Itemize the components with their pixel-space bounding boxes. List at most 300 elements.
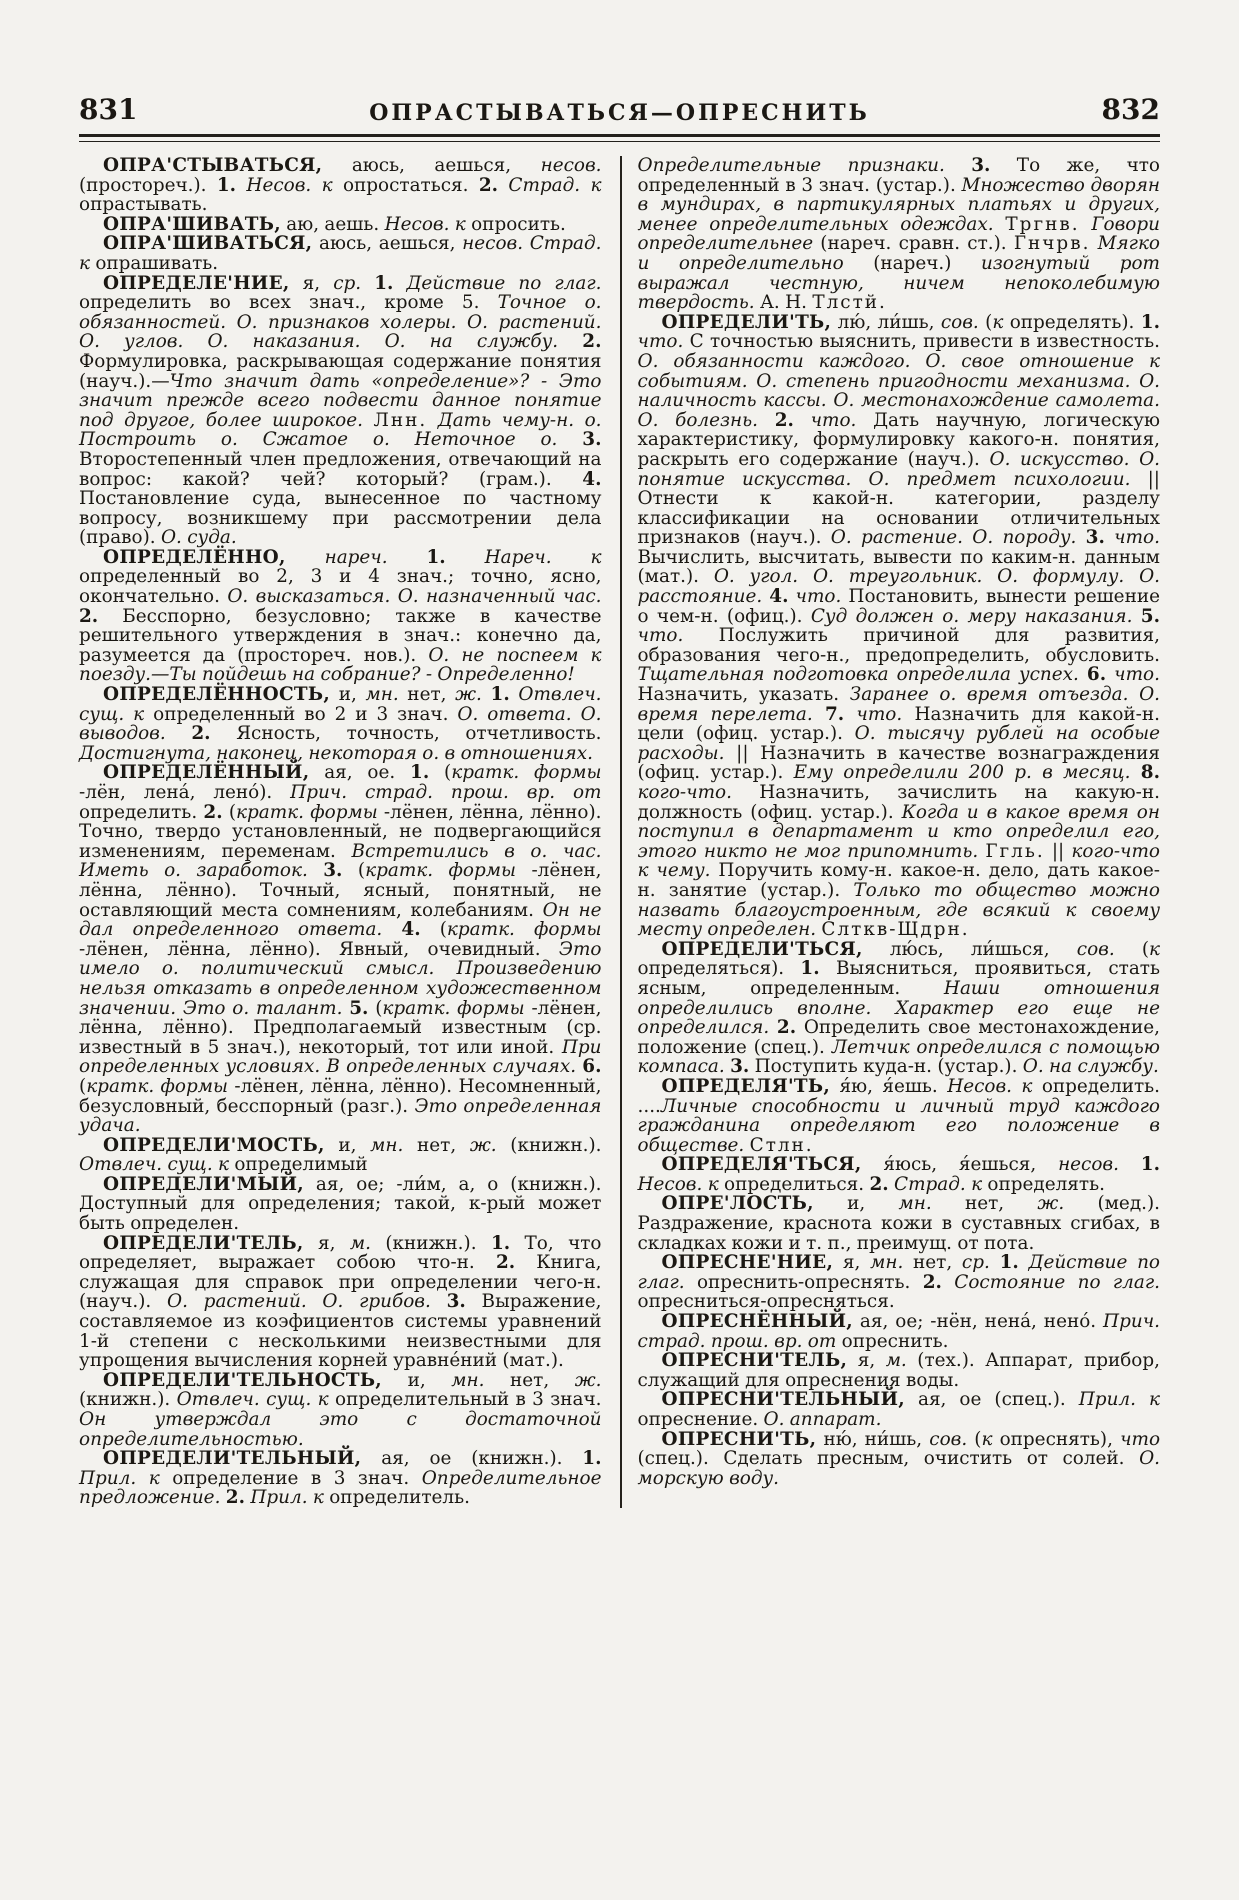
- entry-text: Второстепенный член предложения, отвечающий на вопрос: какой? чей? который? (грам.).: [79, 448, 602, 490]
- entry-text: 1.: [490, 684, 510, 706]
- entry-text: лю́сь, ли́шься,: [862, 938, 1077, 960]
- entry-text: [758, 410, 775, 431]
- entry-text: Формулировка, раскрывающая содержание понятия (науч.).—: [79, 350, 602, 392]
- entry-text: [1090, 233, 1097, 254]
- headword: ОПРЕДЕЛИ'МЫЙ,: [103, 1173, 305, 1195]
- dictionary-entry: [79, 215, 602, 235]
- entry-text: 2.: [191, 723, 211, 745]
- entry-text: Постановление суда, вынесенное по частному вопросу, возникшему при рассмотрении дела (право).: [79, 488, 602, 549]
- entry-text: Страд. к: [894, 1173, 983, 1195]
- entry-text: ая, ое; -ли́м, а, о (книжн.). Доступный для определения; такой, к-рый может быть определен.: [79, 1173, 602, 1235]
- entry-text: (: [368, 997, 383, 1019]
- headword: ОПРЕСНЕ'НИЕ,: [661, 1252, 834, 1274]
- entry-text: что.: [1114, 527, 1160, 549]
- entry-text: Мягко и определительно: [637, 233, 1160, 274]
- entry-text: [363, 410, 374, 431]
- entry-text: О. на службу.: [1022, 1056, 1159, 1078]
- entry-text: (спец.). Сделать пресным, очистить от солей.: [637, 1448, 1140, 1470]
- entry-text: 2.: [582, 331, 602, 353]
- entry-text: [308, 860, 323, 881]
- entry-text: нет,: [403, 1134, 470, 1156]
- entry-text: определить во всех знач., кроме 5.: [79, 292, 498, 314]
- dictionary-entry: [638, 156, 1161, 313]
- left-column: [79, 156, 620, 1508]
- entry-text: [1076, 527, 1085, 548]
- entry-text: (нареч. сравн. ст.).: [813, 233, 1014, 255]
- headword: ОПРА'ШИВАТЬСЯ,: [103, 233, 313, 255]
- entry-text: -лёнен, лённа, лённо). Несомненный, безусловный, бесспорный (разг.).: [79, 1075, 602, 1117]
- entry-text: и,: [324, 1134, 371, 1156]
- entry-text: Несов. к: [947, 1075, 1033, 1097]
- entry-text: что.: [637, 331, 684, 353]
- entry-text: Действие по глаг.: [406, 272, 602, 294]
- entry-text: Книга, служащая для справок при определении чего-н. (науч.).: [79, 1252, 602, 1313]
- entry-text: Определительное предложение.: [79, 1467, 602, 1509]
- entry-text: несов.: [540, 155, 602, 176]
- entry-text: Вычислить, высчитать, вывести по каким-н. данным (мат.).: [637, 546, 1160, 588]
- entry-text: к: [992, 311, 1004, 333]
- entry-text: ж.: [574, 1369, 602, 1391]
- entry-text: ср.: [961, 1252, 990, 1274]
- entry-text: что.: [810, 409, 857, 431]
- dictionary-entry: [79, 1175, 602, 1234]
- entry-text: Это имело о. политический смысл. Произведению нельзя отказать в определенном художественном значении. Это о. талант.: [79, 938, 602, 1019]
- entry-text: Отвлеч. сущ. к: [79, 1154, 229, 1176]
- entry-text: к: [981, 1428, 993, 1450]
- entry-text: 3.: [730, 1056, 750, 1078]
- headword: ОПРЕДЕЛИ'ТЕЛЬ,: [103, 1232, 304, 1254]
- entry-text: 7.: [824, 703, 845, 725]
- entry-text: Летчик определился с помощью компаса.: [637, 1036, 1160, 1078]
- entry-text: -лёнен, лённа, лённо). Точный, ясный, понятный, не оставляющий места сомнениям, колебаниям.: [79, 860, 602, 921]
- dictionary-entry: [79, 548, 602, 685]
- dictionary-entry: [79, 763, 602, 1135]
- entry-text: и,: [813, 1193, 899, 1215]
- entry-text: определительный в 3 знач.: [328, 1389, 602, 1411]
- entry-text: Прич. страд. прош. вр. от: [290, 782, 602, 803]
- entry-text: Прил. к: [250, 1487, 324, 1509]
- entry-text: сов.: [940, 311, 979, 333]
- entry-text: 1.: [582, 1448, 602, 1470]
- dictionary-entry: [79, 156, 602, 215]
- entry-text: мн.: [370, 1134, 404, 1156]
- entry-text: 3.: [582, 429, 602, 451]
- entry-text: 1.: [490, 1232, 511, 1254]
- entry-text: Слткв-Щдрн.: [821, 919, 970, 941]
- entry-text: Назначить, зачислить на какую-н. должность (офиц. устар.).: [637, 782, 1160, 823]
- entry-text: что.: [1114, 664, 1160, 686]
- entry-text: [482, 684, 491, 705]
- dictionary-entry: [79, 274, 602, 548]
- entry-text: Тргнв.: [1005, 213, 1080, 235]
- dictionary-entry: [79, 1136, 602, 1175]
- entry-text: 3.: [1085, 527, 1105, 549]
- entry-text: [1132, 606, 1140, 627]
- entry-text: 2.: [478, 174, 499, 196]
- dictionary-entry: [638, 1253, 1161, 1312]
- entry-text: 1.: [216, 174, 237, 196]
- entry-text: Отвлеч. сущ. к: [79, 684, 602, 725]
- entry-text: определитель.: [323, 1487, 470, 1509]
- entry-text: я,: [289, 272, 334, 294]
- entry-text: определенный во 2, 3 и 4 знач.; точно, ясно, окончательно.: [79, 566, 602, 608]
- entry-text: определиться.: [718, 1173, 870, 1195]
- entry-text: [1019, 1252, 1029, 1273]
- entry-text: 3.: [971, 155, 991, 176]
- entry-text: мн.: [898, 1193, 932, 1215]
- headword: ОПРЕСНИ'ТЕЛЬ,: [661, 1350, 848, 1372]
- entry-text: [813, 704, 825, 725]
- entry-text: 5.: [349, 997, 369, 1019]
- left-page-number: 831: [79, 93, 138, 126]
- entry-text: 2.: [79, 605, 99, 627]
- entry-text: мн.: [870, 1252, 904, 1274]
- entry-text: опреснить.: [836, 1330, 949, 1352]
- entry-text: [361, 273, 374, 294]
- entry-text: кого-что к чему.: [637, 840, 1160, 882]
- entry-text: сов.: [1076, 938, 1115, 960]
- dictionary-entry: [79, 1234, 602, 1371]
- entry-text: Несов. к: [637, 1173, 719, 1195]
- entry-text: что: [1120, 1428, 1161, 1450]
- dictionary-entry: [79, 1371, 602, 1449]
- entry-text: О. суда.: [160, 527, 237, 549]
- entry-text: опросить.: [465, 213, 566, 235]
- entry-text: я́юсь, я́ешься,: [861, 1154, 1059, 1176]
- entry-text: Послужить причиной для развития, образования чего-н., предопределить, обусловить.: [637, 625, 1160, 666]
- entry-text: Назначить для какой-н. цели (офиц. устар.).: [637, 703, 1160, 745]
- entry-text: 8.: [1140, 762, 1160, 784]
- dictionary-entry: [638, 313, 1161, 940]
- entry-text: Несов. к: [236, 174, 333, 196]
- entry-text: ж.: [1037, 1193, 1065, 1215]
- dictionary-entry: [638, 1312, 1161, 1351]
- entry-text: сов.: [929, 1428, 968, 1450]
- entry-text: 3.: [323, 860, 343, 882]
- headword: ОПРЕДЕЛЯ'ТЬСЯ,: [661, 1154, 862, 1176]
- entry-text: нет,: [903, 1252, 962, 1274]
- entry-text: что.: [795, 586, 842, 608]
- headword: ОПРА'СТЫВАТЬСЯ,: [103, 155, 323, 176]
- entry-text: [994, 214, 1006, 235]
- entry-text: аю, аешь.: [280, 213, 385, 235]
- entry-text: определимый: [229, 1154, 368, 1176]
- entry-text: Поступить куда-н. (устар.).: [749, 1056, 1023, 1078]
- entry-text: (книжн.).: [79, 1389, 177, 1411]
- entry-text: [427, 410, 438, 431]
- headword: ОПРЕДЕЛИ'ТЕЛЬНЫЙ,: [103, 1448, 362, 1470]
- entry-text: несов.: [462, 233, 524, 255]
- dictionary-entry: [638, 1390, 1161, 1429]
- entry-text: Только то общество можно назвать благоустроенным, где всякий к своему месту определен.: [637, 879, 1160, 941]
- entry-text: [1119, 1154, 1141, 1175]
- entry-text: опростаться.: [332, 174, 479, 196]
- entry-text: несов.: [1058, 1154, 1119, 1176]
- entry-text: я,: [303, 1232, 350, 1254]
- entry-text: (мед.). Раздражение, краснота кожи в суставных сгибах, в складках кожи и т. п., преимущ. от пота.: [637, 1193, 1161, 1254]
- entry-text: 1.: [374, 272, 394, 294]
- entry-text: Заранее о. время отъезда. О. время перелета.: [637, 684, 1160, 725]
- entry-text: Определить свое местонахождение, положение (спец.).: [637, 1017, 1160, 1058]
- entry-text: Страд. к: [498, 174, 602, 196]
- entry-text: Лнн.: [373, 409, 428, 431]
- entry-text: -лён, лена́, лено́).: [79, 782, 291, 803]
- entry-text: 1.: [999, 1252, 1019, 1274]
- entry-text: (: [79, 1075, 87, 1097]
- entry-text: 4.: [401, 919, 421, 941]
- entry-text: опреснять),: [992, 1428, 1121, 1450]
- entry-text: я,: [847, 1350, 886, 1372]
- entry-text: [1080, 214, 1092, 235]
- entry-text: кратк. формы: [451, 762, 602, 784]
- entry-text: Говори определительнее: [637, 213, 1160, 255]
- entry-text: кого-что.: [637, 782, 732, 803]
- entry-text: Отвлеч. сущ. к: [176, 1389, 329, 1411]
- entry-text: О. искусство. О. понятие искусства. О. предмет психологии.: [637, 448, 1160, 490]
- entry-text: О. высказаться. О. назначенный час.: [227, 586, 602, 608]
- entry-text: определять).: [1003, 311, 1141, 333]
- entry-text: мн.: [365, 684, 399, 706]
- entry-text: ая, ое (спец.).: [904, 1389, 1079, 1411]
- entry-text: [945, 155, 971, 176]
- text-columns: [79, 156, 1160, 1508]
- entry-text: О. обязанности каждого. О. свое отношение к событиям. О. степень пригодности механизма. О. наличность кассы. О. местонахождение самолета. О. болезнь.: [637, 350, 1160, 431]
- entry-text: Прил. к: [79, 1467, 160, 1489]
- entry-text: Назначить, указать.: [637, 684, 850, 706]
- entry-text: [794, 410, 811, 431]
- entry-text: ж.: [469, 1134, 497, 1156]
- running-title: ОПРАСТЫВАТЬСЯ—ОПРЕСНИТЬ: [369, 100, 870, 126]
- entry-text: Суд должен о. меру наказания.: [810, 605, 1133, 627]
- entry-text: О. тысячу рублей на особые расходы.: [637, 723, 1160, 764]
- entry-text: [557, 429, 582, 450]
- entry-text: (: [420, 919, 447, 941]
- entry-text: Тлстй.: [812, 292, 887, 314]
- entry-text: ню́, ни́шь,: [816, 1428, 930, 1450]
- page-header: [0, 0, 1239, 124]
- headword: ОПРЕСНИ'ТЕЛЬНЫЙ,: [661, 1389, 905, 1411]
- entry-text: О. растение. О. породу.: [830, 527, 1077, 549]
- entry-text: Гнчрв.: [1013, 233, 1091, 255]
- entry-text: нет,: [931, 1193, 1038, 1215]
- entry-text: Множество дворян в мундирах, в партикулярных платьях и других, менее определительных одеждах.: [637, 174, 1160, 235]
- entry-text: [166, 723, 192, 744]
- entry-text: Состояние по глаг.: [954, 1271, 1160, 1293]
- entry-text: что.: [856, 703, 903, 725]
- entry-text: ая, ое; -нён, нена́, нено́.: [853, 1311, 1104, 1333]
- entry-text: Действие по глаг.: [637, 1252, 1160, 1293]
- entry-text: Постановить, вынести решение о чем-н. (офиц.).: [637, 586, 1160, 627]
- entry-text: (: [342, 860, 366, 882]
- right-column: [620, 156, 1161, 1508]
- entry-text: 1.: [410, 762, 430, 784]
- entry-text: [942, 1272, 954, 1293]
- entry-text: (: [978, 311, 993, 333]
- dictionary-entry: [638, 1194, 1161, 1253]
- headword: ОПРЕДЕЛИ'ТЕЛЬНОСТЬ,: [103, 1369, 383, 1391]
- entry-text: ||: [1044, 840, 1072, 862]
- right-page-number: 832: [1101, 93, 1160, 126]
- entry-text: [388, 547, 427, 568]
- entry-text: Он не дал определенного ответа.: [79, 899, 602, 941]
- entry-text: опрастывать.: [79, 194, 208, 216]
- entry-text: (нареч.): [843, 252, 981, 274]
- entry-text: ж.: [455, 684, 482, 706]
- entry-text: О. угол. О. треугольник. О. формулу. О. расстояние.: [637, 566, 1160, 608]
- entry-text: Личные способности и личный труд каждого гражданина определяют его положение в обществе.: [637, 1095, 1160, 1156]
- entry-text: || Отнести к какой-н. категории, разделу классификации на основании отличительных признаков (науч.).: [637, 468, 1160, 549]
- entry-text: Это определенная удача.: [79, 1095, 602, 1137]
- entry-text: (: [1114, 938, 1150, 960]
- entry-text: Поручить кому-н. какое-н. дело, дать какое-н. занятие (устар.).: [637, 860, 1160, 901]
- entry-text: Стлн.: [749, 1134, 814, 1156]
- entry-text: 2.: [495, 1252, 516, 1274]
- entry-text: Он утверждал это с достаточной определительностью.: [79, 1409, 602, 1450]
- entry-text: [523, 233, 530, 254]
- entry-text: кратк. формы: [446, 919, 602, 941]
- entry-text: -лёнен, лённа, лённо). Точно, твердо установленный, не подвергающийся изменениям, переменам.: [79, 801, 602, 862]
- entry-text: кратк. формы: [382, 997, 525, 1019]
- entry-text: определенный во 2 и 3 знач.: [144, 703, 458, 725]
- dictionary-entry: [638, 940, 1161, 1077]
- entry-text: ая, ое.: [309, 762, 411, 784]
- entry-text: То же, что определенный в 3 знач. (устар.).: [637, 155, 1160, 196]
- headword: ОПРЕ'ЛОСТЬ,: [661, 1193, 814, 1215]
- entry-text: О. растений. О. грибов.: [167, 1291, 431, 1313]
- entry-text: ая, ое (книжн.).: [361, 1448, 583, 1470]
- entry-text: О. морскую воду.: [637, 1448, 1160, 1489]
- entry-text: (: [967, 1428, 982, 1450]
- entry-text: 4.: [582, 468, 602, 490]
- entry-text: О. не поспеем к поезду.—Ты пойдешь на собрание? - Определенно!: [79, 644, 602, 686]
- entry-text: [844, 704, 856, 725]
- entry-text: опресниться-опресняться.: [637, 1291, 895, 1313]
- dictionary-entry: [79, 685, 602, 763]
- entry-text: и,: [382, 1369, 452, 1391]
- entry-text: Нареч. к: [484, 546, 602, 568]
- headword: ОПРЕДЕЛЁННО,: [103, 546, 286, 568]
- entry-text: 5.: [1140, 605, 1160, 627]
- entry-text: 2.: [203, 801, 223, 823]
- entry-text: -лёнен, лённа, лённо). Предполагаемый известным (ср. известный в 5 знач.), некоторый, тот или иной.: [79, 997, 602, 1058]
- entry-text: кратк. формы: [365, 860, 516, 882]
- headword: ОПРЕДЕЛЯ'ТЬ,: [661, 1075, 831, 1097]
- entry-text: [788, 586, 795, 607]
- entry-text: опрашивать.: [89, 252, 219, 274]
- entry-text: [558, 331, 582, 352]
- entry-text: [446, 547, 485, 568]
- headword: ОПРЕДЕЛЁННЫЙ,: [103, 762, 310, 784]
- entry-text: нет,: [484, 1369, 575, 1391]
- entry-text: ср.: [333, 272, 362, 294]
- entry-text: (книжн.).: [496, 1134, 602, 1156]
- header-rule: [79, 134, 1160, 142]
- headword: ОПРЕСНИ'ТЬ,: [661, 1428, 817, 1450]
- entry-text: [1105, 527, 1114, 548]
- entry-text: [382, 919, 401, 940]
- entry-text: А. Н.: [754, 292, 813, 314]
- entry-text: определение в 3 знач.: [159, 1467, 422, 1489]
- entry-text: 2.: [774, 409, 794, 431]
- entry-text: Ггль.: [985, 840, 1045, 862]
- entry-text: определяться).: [637, 958, 801, 980]
- entry-text: Прич. страд. прош. вр. от: [637, 1311, 1160, 1352]
- entry-text: О. ответа. О. выводов.: [79, 703, 602, 745]
- entry-text: определить.: [79, 801, 204, 823]
- entry-text: 2.: [776, 1017, 797, 1039]
- entry-text: Встретились в о. час. Иметь о. заработок.: [79, 840, 602, 882]
- entry-text: 1.: [800, 958, 820, 980]
- entry-text: -лёнен, лённа, лённо). Явный, очевидный.: [79, 938, 559, 960]
- entry-text: [1130, 762, 1140, 783]
- dictionary-entry: [638, 1430, 1161, 1489]
- entry-text: изогнутый рот выражал честную, ничем непоколебимую твердость.: [637, 252, 1160, 314]
- entry-text: (тех.). Аппарат, прибор, служащий для опреснения воды.: [637, 1350, 1161, 1391]
- entry-text: опреснить-опреснять.: [684, 1271, 923, 1293]
- entry-text: Ему определили 200 р. в месяц.: [793, 762, 1131, 784]
- headword: ОПРЕДЕЛИ'ТЬСЯ,: [661, 938, 863, 960]
- entry-text: 1.: [426, 546, 446, 568]
- entry-text: Точное о. обязанностей. О. признаков холеры. О. растений. О. углов. О. наказания. О. на службу.: [79, 292, 602, 353]
- entry-text: мн.: [451, 1369, 485, 1391]
- entry-text: (: [222, 801, 237, 823]
- entry-text: Несов. к: [384, 213, 466, 235]
- entry-text: аюсь, аешься,: [322, 155, 541, 176]
- dictionary-entry: [79, 234, 602, 273]
- entry-text: определять.: [982, 1173, 1105, 1195]
- entry-text: Определительные признаки.: [637, 155, 945, 176]
- entry-text: 2.: [922, 1271, 942, 1293]
- entry-text: 4.: [769, 586, 789, 608]
- entry-text: нареч.: [324, 546, 388, 568]
- dictionary-entry: [638, 1351, 1161, 1390]
- entry-text: 2.: [225, 1487, 245, 1509]
- entry-text: Ясность, точность, отчетливость.: [210, 723, 602, 745]
- entry-text: к: [1149, 938, 1161, 960]
- entry-text: что.: [637, 625, 684, 647]
- headword: ОПРЕДЕЛЕ'НИЕ,: [103, 272, 290, 294]
- entry-text: м.: [885, 1350, 907, 1372]
- entry-text: О. аппарат.: [763, 1409, 882, 1430]
- headword: ОПРЕДЕЛЁННОСТЬ,: [103, 684, 331, 706]
- entry-text: [1106, 664, 1114, 685]
- headword: ОПРЕДЕЛИ'ТЬ,: [661, 311, 832, 333]
- entry-text: Достигнута, наконец, некоторая о. в отношениях.: [79, 742, 593, 764]
- entry-text: опреснение.: [637, 1409, 764, 1430]
- entry-text: То, что определяет, выражает собою что-н.: [79, 1232, 602, 1274]
- entry-text: Страд. к: [79, 233, 602, 274]
- entry-text: Выясниться, проявиться, стать ясным, определенным.: [637, 958, 1160, 999]
- headword: ОПРЕДЕЛИ'МОСТЬ,: [103, 1134, 325, 1156]
- entry-text: [1079, 664, 1087, 685]
- entry-text: 3.: [446, 1291, 466, 1313]
- entry-text: Прил. к: [1078, 1389, 1160, 1411]
- entry-text: 1.: [1140, 1154, 1160, 1176]
- entry-text: и,: [330, 684, 366, 706]
- entry-text: м.: [349, 1232, 371, 1254]
- entry-text: (книжн.).: [370, 1232, 491, 1254]
- entry-text: лю́, ли́шь,: [831, 311, 941, 333]
- entry-text: Что значит дать «определение»? - Это значит прежде всего подвести данное понятие под другое, более широкое.: [79, 370, 602, 431]
- entry-text: [990, 1252, 1000, 1273]
- entry-text: (простореч.).: [79, 174, 217, 196]
- entry-text: [769, 1017, 777, 1038]
- entry-text: Наши отношения определились вполне. Характер его еще не определился.: [637, 977, 1161, 1039]
- entry-text: [431, 1291, 447, 1312]
- entry-text: 6.: [1086, 664, 1107, 686]
- dictionary-entry: [79, 1449, 602, 1508]
- entry-text: кратк. формы: [236, 801, 378, 823]
